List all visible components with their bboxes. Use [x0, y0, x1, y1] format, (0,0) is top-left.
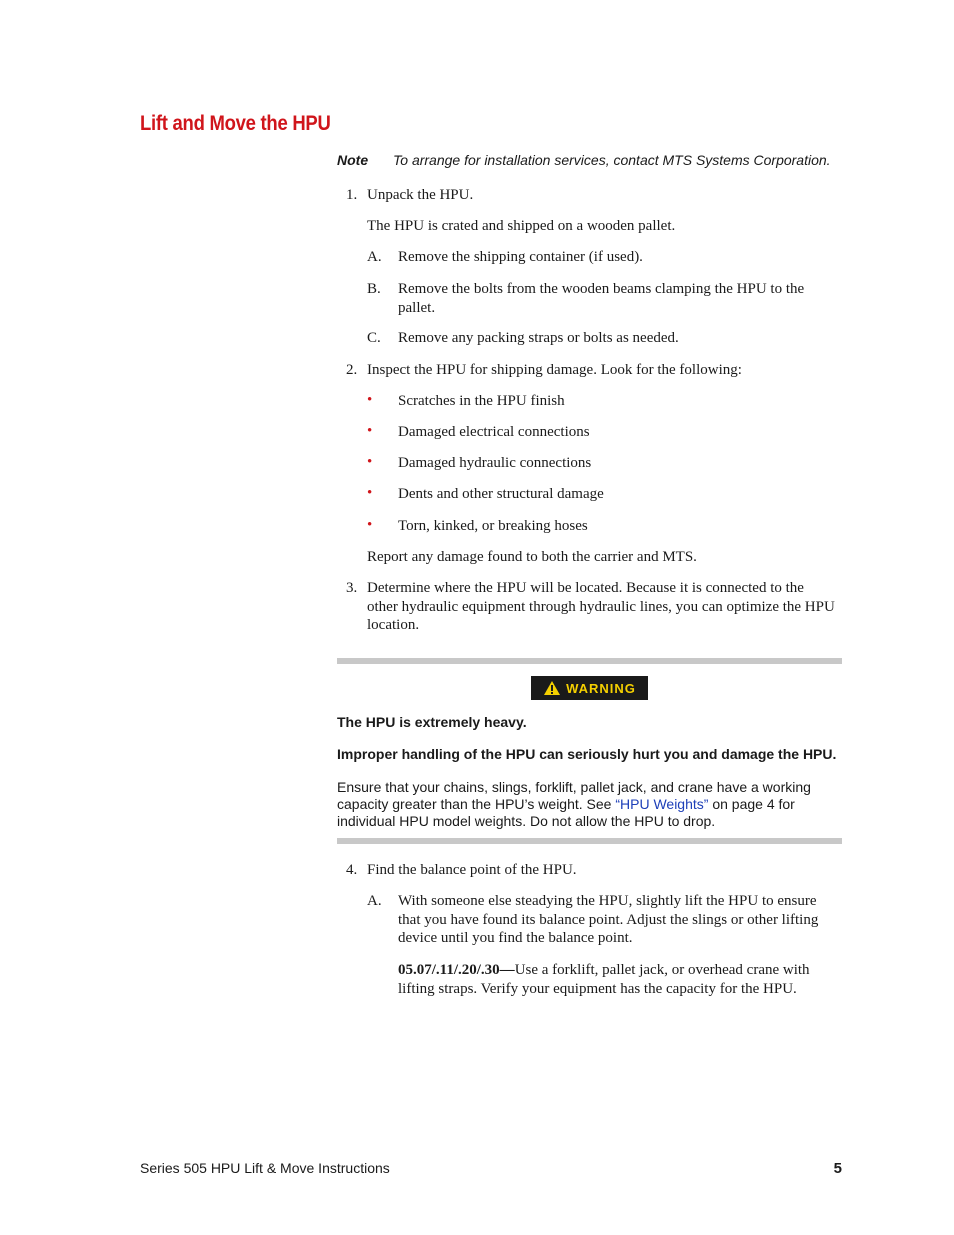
step-text: Determine where the HPU will be located. Because it is connected to the other hydraulic equipment through hydraulic lines, you can optimize the HPU location. [367, 580, 835, 633]
warning-triangle-icon [543, 680, 561, 696]
step-after-text: Report any damage found to both the carrier and MTS. [367, 549, 697, 565]
warning-body [337, 779, 827, 830]
bullet-marker: • [367, 392, 373, 408]
bullet-marker: • [367, 485, 373, 501]
warning-body-post: on page 4 for individual HPU model weights. Do not allow the HPU to drop. [337, 796, 795, 829]
warning-badge [531, 676, 648, 700]
substep-text: Remove any packing straps or bolts as needed. [398, 330, 679, 346]
warning-body-pre: Ensure that your chains, slings, forklift, pallet jack, and crane have a working capacity greater than the HPU’s weight. See [337, 779, 811, 812]
bullet-item: Torn, kinked, or breaking hoses [398, 518, 588, 534]
warning-bottom-bar [337, 838, 842, 844]
bullet-item: Scratches in the HPU finish [398, 393, 565, 409]
model-label: 05.07/.11/.20/.30— [398, 962, 515, 978]
warning-line-1: The HPU is extremely heavy. [337, 714, 527, 730]
substep-letter: A. [367, 249, 382, 265]
substep-letter: B. [367, 281, 381, 297]
note-text: To arrange for installation services, contact MTS Systems Corporation. [393, 152, 831, 168]
bullet-item: Damaged electrical connections [398, 424, 590, 440]
footer-title: Series 505 HPU Lift & Move Instructions [140, 1160, 390, 1176]
model-instructions [398, 961, 838, 998]
bullet-marker: • [367, 423, 373, 439]
step-number: 3. [346, 580, 358, 596]
bullet-item: Dents and other structural damage [398, 486, 604, 502]
step-text: Inspect the HPU for shipping damage. Look for the following: [367, 362, 742, 378]
bullet-marker: • [367, 517, 373, 533]
substep-letter: C. [367, 330, 381, 346]
step-number: 2. [346, 362, 358, 378]
substep-text: Remove the shipping container (if used). [398, 249, 643, 265]
step-detail: The HPU is crated and shipped on a wooden pallet. [367, 218, 676, 234]
step-number: 1. [346, 187, 358, 203]
step-text: Unpack the HPU. [367, 187, 474, 203]
warning-line-2: Improper handling of the HPU can seriously hurt you and damage the HPU. [337, 746, 837, 762]
bullet-marker: • [367, 454, 373, 470]
substep-text: Remove the bolts from the wooden beams clamping the HPU to the pallet. [398, 281, 805, 316]
hpu-weights-link[interactable]: “HPU Weights” [615, 796, 709, 812]
step-number: 4. [346, 862, 358, 878]
page-number: 5 [833, 1160, 842, 1177]
warning-top-bar [337, 658, 842, 664]
section-heading: Lift and Move the HPU [140, 112, 331, 135]
step-text: Find the balance point of the HPU. [367, 862, 577, 878]
substep-text: With someone else steadying the HPU, slightly lift the HPU to ensure that you have found its balance point. Adjust the slings or other lifting device until you find the balance point. [398, 893, 819, 946]
bullet-item: Damaged hydraulic connections [398, 455, 592, 471]
warning-label: WARNING [566, 680, 636, 696]
model-text: Use a forklift, pallet jack, or overhead crane with lifting straps. Verify your equipment has the capacity for the HPU. [398, 962, 810, 997]
note-label: Note [337, 152, 369, 168]
substep-letter: A. [367, 893, 382, 909]
